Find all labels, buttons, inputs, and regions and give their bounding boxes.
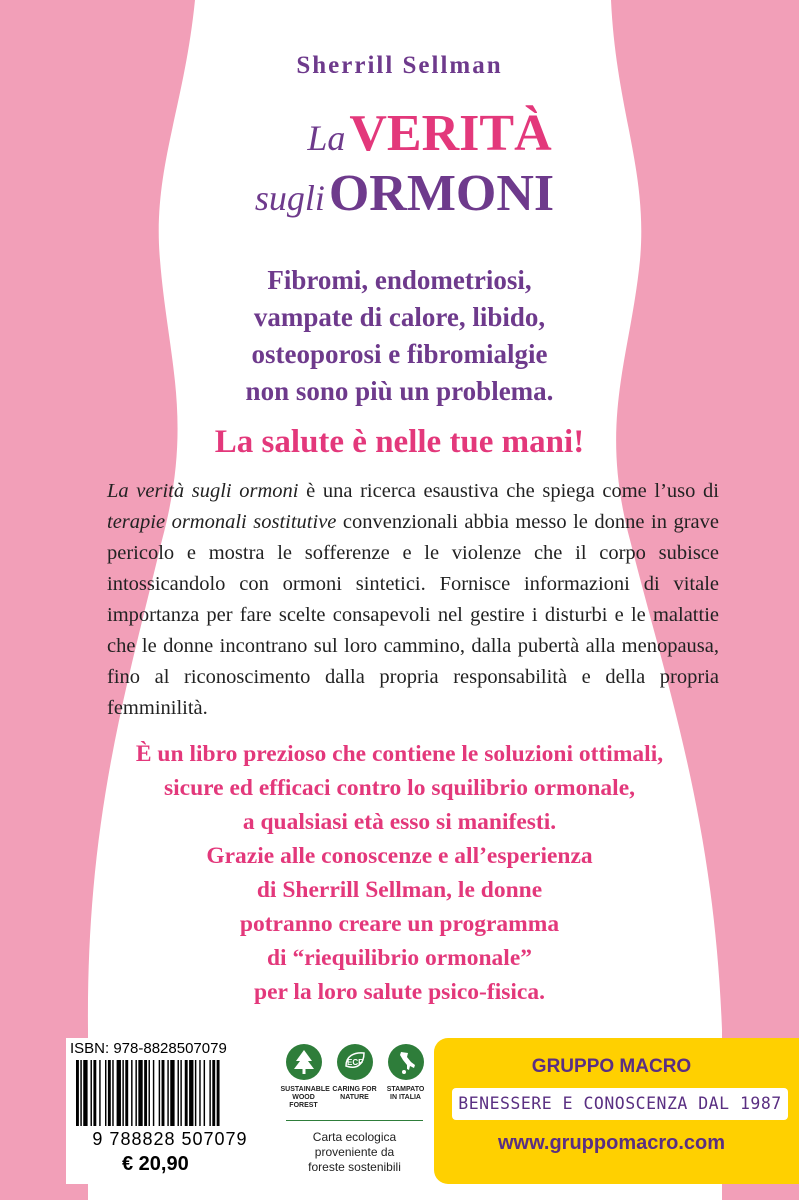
- barcode-bar: [76, 1060, 79, 1126]
- highlight-text: [0, 737, 799, 1009]
- barcode-bar: [135, 1060, 136, 1126]
- barcode-bar: [125, 1060, 128, 1126]
- highlight-line: È un libro prezioso che contiene le soluzioni ottimali,: [135, 741, 664, 767]
- eco-label: SUSTAINABLE WOOD FOREST: [280, 1086, 330, 1109]
- book-title-line-2: [0, 165, 799, 222]
- description-text: è una ricerca esaustiva che spiega come l’uso di: [298, 480, 719, 502]
- barcode-bar: [122, 1060, 123, 1126]
- barcode-bar: [112, 1060, 113, 1126]
- barcode-bar: [209, 1060, 210, 1126]
- barcode-bar: [83, 1060, 87, 1126]
- publisher-name: GRUPPO MACRO: [531, 1056, 692, 1077]
- barcode-bar: [159, 1060, 160, 1126]
- publisher-panel: [434, 1038, 799, 1184]
- barcode-bar: [99, 1060, 100, 1126]
- ecf-icon: [337, 1044, 373, 1080]
- title-word-verita: VERITÀ: [349, 105, 552, 162]
- eco-item-stampato-italia: [383, 1044, 429, 1110]
- title-article: La: [307, 118, 346, 158]
- barcode-bar: [195, 1060, 196, 1126]
- barcode-bar: [144, 1060, 147, 1126]
- title-word-ormoni: ORMONI: [328, 165, 555, 222]
- barcode-bar: [131, 1060, 132, 1126]
- lead-line: vampate di calore, libido,: [253, 302, 546, 332]
- description: [107, 476, 719, 724]
- barcode-digits: 9 788828 507079: [92, 1129, 248, 1149]
- lead-line: osteoporosi e fibromialgie: [251, 339, 548, 369]
- barcode-bar: [117, 1060, 121, 1126]
- barcode-bar: [153, 1060, 154, 1126]
- title-preposition: sugli: [254, 178, 325, 218]
- barcode-bar: [217, 1060, 220, 1126]
- highlight-line: a qualsiasi età esso si manifesti.: [242, 809, 557, 835]
- barcode-bar: [199, 1060, 200, 1126]
- barcode-bar: [204, 1060, 205, 1126]
- barcode-bar: [138, 1060, 142, 1126]
- highlight-line: per la loro salute psico-fisica.: [254, 979, 545, 1005]
- price: € 20,90: [122, 1153, 189, 1175]
- description-title-italic: La verità sugli ormoni: [107, 480, 299, 502]
- highlight-line: Grazie alle conoscenze e all’esperienza: [206, 843, 593, 869]
- eco-certification-panel: [278, 1038, 431, 1184]
- barcode-bar: [93, 1060, 96, 1126]
- barcode-icon: [76, 1060, 266, 1126]
- barcode-bar: [180, 1060, 181, 1126]
- description-therapy-italic: terapie ormonali sostitutive: [107, 511, 337, 533]
- eco-label: CARING FOR NATURE: [332, 1086, 377, 1101]
- eco-item-ecf: [332, 1044, 378, 1110]
- barcode-bar: [189, 1060, 193, 1126]
- highlight-line: potranno creare un programma: [239, 911, 560, 937]
- book-title-line-1: [0, 105, 799, 162]
- eco-divider: [286, 1120, 423, 1121]
- description-text: convenzionali abbia messo le donne in grave pericolo e mostra le sofferenze e le violenze che il corpo subisce intossicandolo con ormoni sintetici. Fornisce informazioni di vitale importanza per fare scelte consapevoli nel gestire i disturbi e le malattie che le donne incontrano sul loro cammino, dalla pubertà alla menopausa, fino al riconoscimento dalla propria responsabilità e della propria femminilità.: [107, 511, 719, 719]
- publisher-url[interactable]: www.gruppomacro.com: [497, 1132, 726, 1154]
- barcode-bar: [149, 1060, 150, 1126]
- barcode-panel: [66, 1038, 274, 1184]
- lead-line: non sono più un problema.: [245, 376, 554, 406]
- barcode-bar: [178, 1060, 179, 1126]
- eco-item-sustainable-wood: [280, 1044, 330, 1110]
- barcode-bar: [170, 1060, 174, 1126]
- highlight-line: di “riequilibrio ormonale”: [266, 945, 533, 971]
- barcode-bar: [167, 1060, 168, 1126]
- barcode-bar: [108, 1060, 111, 1126]
- tree-icon: [286, 1044, 322, 1080]
- barcode-bar: [185, 1060, 188, 1126]
- lead-text: [0, 262, 799, 410]
- highlight-line: di Sherrill Sellman, le donne: [256, 877, 543, 903]
- barcode-bar: [162, 1060, 165, 1126]
- highlight-line: sicure ed efficaci contro lo squilibrio ormonale,: [163, 775, 636, 801]
- author-name: Sherrill Sellman: [296, 52, 503, 79]
- eco-label: STAMPATO IN ITALIA: [386, 1086, 425, 1101]
- svg-text:ECF: ECF: [346, 1058, 363, 1067]
- barcode-bar: [105, 1060, 106, 1126]
- eco-caption: Carta ecologica proveniente da foreste sostenibili: [308, 1130, 401, 1174]
- description-paragraph: [107, 476, 719, 724]
- publisher-slogan: BENESSERE E CONOSCENZA DAL 1987: [452, 1088, 788, 1120]
- isbn-label: ISBN: 978-8828507079: [70, 1040, 227, 1057]
- italy-icon: [388, 1044, 424, 1080]
- eco-icons-row: [278, 1044, 431, 1110]
- barcode-bar: [80, 1060, 81, 1126]
- tagline: La salute è nelle tue mani!: [214, 424, 585, 460]
- barcode-bar: [212, 1060, 215, 1126]
- barcode-bar: [91, 1060, 92, 1126]
- lead-line: Fibromi, endometriosi,: [267, 265, 532, 295]
